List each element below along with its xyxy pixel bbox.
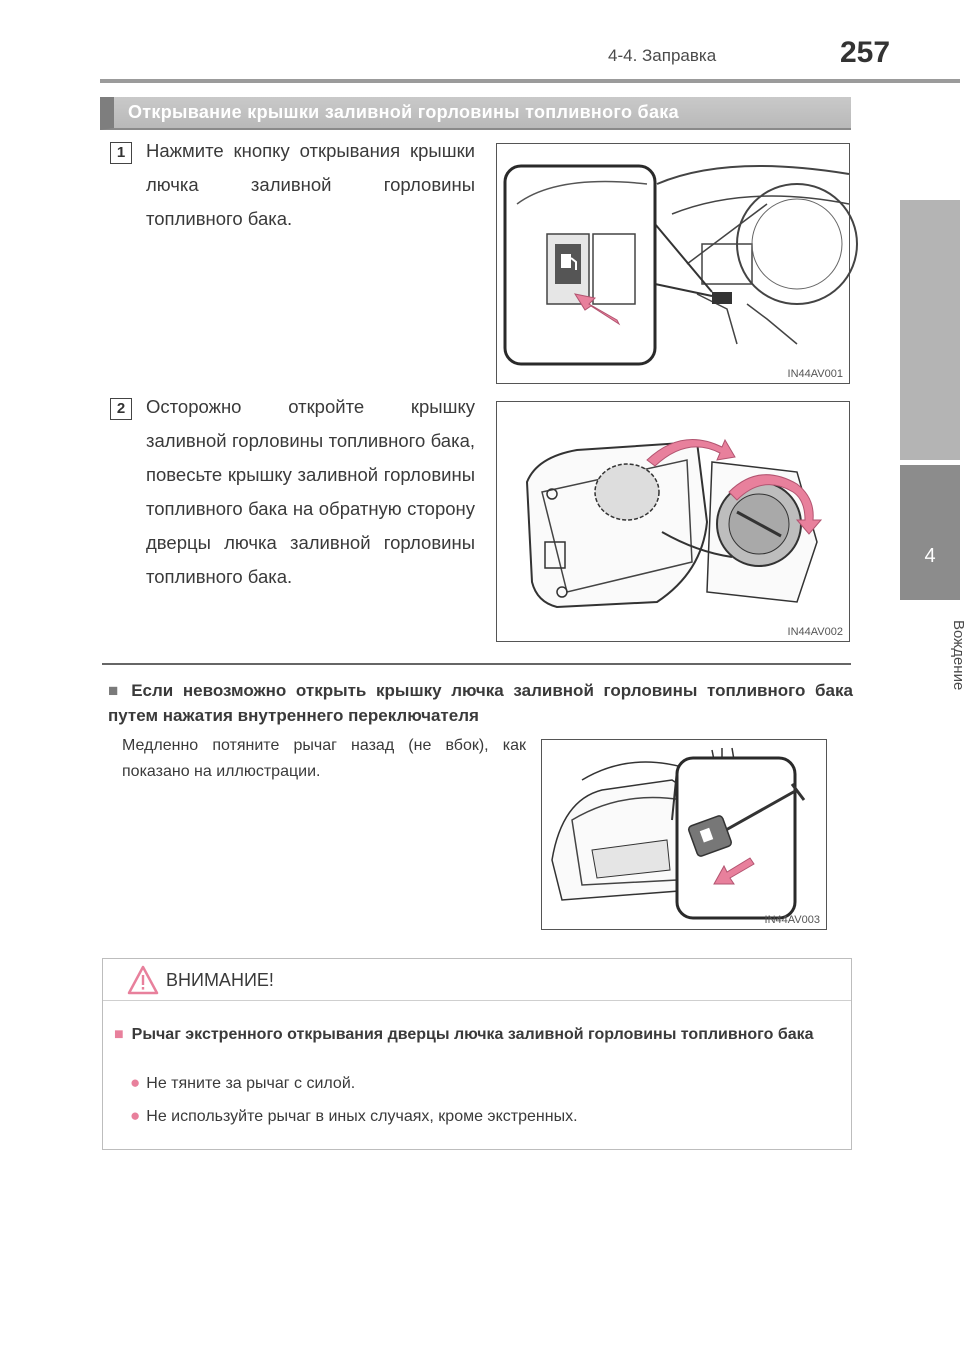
page-number: 257 bbox=[840, 36, 891, 69]
header-divider bbox=[100, 79, 960, 83]
figure-emergency-lever bbox=[541, 739, 827, 930]
caution-heading-text: Рычаг экстренного открывания дверцы лючка заливной горловины топливного бака bbox=[131, 1026, 814, 1043]
round-bullet-icon: ● bbox=[130, 1073, 141, 1092]
header-section-title: 4-4. Заправка bbox=[608, 46, 717, 65]
side-tab-chapter-number: 4 bbox=[924, 545, 936, 567]
caution-heading bbox=[114, 1022, 844, 1048]
side-tab-bar bbox=[900, 200, 960, 460]
figure-fuel-door-button bbox=[496, 143, 850, 384]
section-divider bbox=[102, 663, 851, 665]
square-bullet-icon: ■ bbox=[114, 1026, 124, 1043]
figure-fuel-cap-open bbox=[496, 401, 850, 642]
square-bullet-icon: ■ bbox=[108, 681, 124, 700]
caution-header-divider bbox=[103, 1000, 851, 1001]
trunk-lever-illustration bbox=[542, 740, 826, 929]
caution-item bbox=[130, 1073, 355, 1093]
figure-code-3: IN44AV003 bbox=[764, 914, 820, 926]
fuel-cap-illustration bbox=[497, 402, 849, 641]
warning-triangle-icon bbox=[127, 964, 159, 1001]
step-number-2: 2 bbox=[110, 398, 132, 420]
step-text-1: Нажмите кнопку открывания крышки лючка заливной горловины топливного бака. bbox=[146, 140, 475, 229]
step-text-2: Осторожно откройте крышку заливной горловины топливного бака, повесьте крышку заливной горловины топливного бака на обратную сторону дверцы лючка заливной горловины топливного бака. bbox=[146, 396, 475, 587]
side-tab bbox=[900, 465, 960, 600]
section-title: Открывание крышки заливной горловины топливного бака bbox=[128, 102, 679, 122]
figure-code-1: IN44AV001 bbox=[787, 368, 843, 380]
figure-code-2: IN44AV002 bbox=[787, 626, 843, 638]
note-heading-text: Если невозможно открыть крышку лючка заливной горловины топливного бака путем нажатия внутреннего переключателя bbox=[108, 681, 853, 725]
caution-title: ВНИМАНИЕ! bbox=[166, 970, 274, 990]
note-body: Медленно потяните рычаг назад (не вбок), как показано на иллюстрации. bbox=[122, 737, 526, 780]
section-title-bar bbox=[100, 97, 851, 130]
step-number-1: 1 bbox=[110, 142, 132, 164]
side-tab-chapter-label: Вождение bbox=[950, 620, 967, 691]
round-bullet-icon: ● bbox=[130, 1106, 141, 1125]
dashboard-illustration bbox=[497, 144, 849, 383]
caution-item-text: Не тяните за рычаг с силой. bbox=[146, 1075, 356, 1092]
caution-item bbox=[130, 1106, 578, 1126]
note-heading bbox=[108, 678, 853, 728]
caution-item-text: Не используйте рычаг в иных случаях, кроме экстренных. bbox=[146, 1108, 578, 1125]
